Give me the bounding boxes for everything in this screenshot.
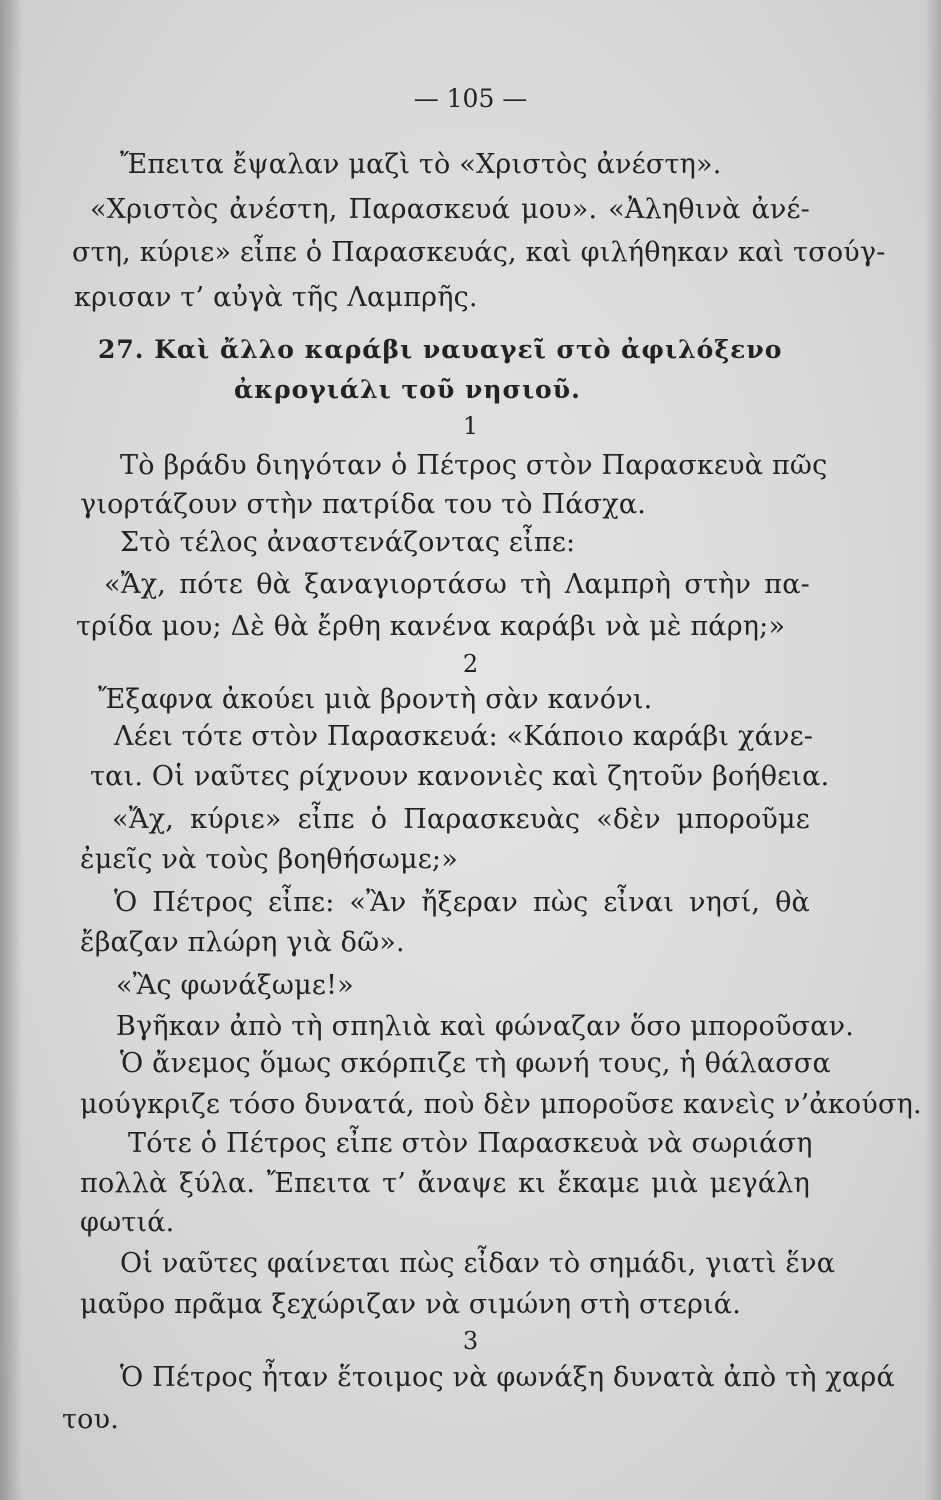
text-line: μούγκριζε τόσο δυνατά, ποὺ δὲν μποροῦσε κανεὶς ν’ἀκούση. [80, 1089, 922, 1120]
text-line: «Χριστὸς ἀνέστη, Παρασκευά μου». «Ἀληθινὰ ἀνέ- [90, 194, 810, 225]
page-edge-shadow-left [0, 0, 22, 1500]
text-line: Ἔξαφνα ἀκούει μιὰ βροντὴ σὰν κανόνι. [98, 684, 653, 715]
text-line: «Ἄχ, κύριε» εἶπε ὁ Παρασκευὰς «δὲν μποροῦμε [112, 804, 810, 835]
text-line: ἔβαζαν πλώρη γιὰ δῶ». [80, 927, 405, 958]
text-line: Στὸ τέλος ἀναστενάζοντας εἶπε: [120, 527, 576, 558]
text-line: του. [62, 1404, 119, 1435]
page-number: — 105 — [413, 84, 528, 113]
text-line: Ὁ Πέτρος εἶπε: «Ἂν ἤξεραν πὼς εἶναι νησί, θὰ [114, 887, 810, 918]
text-line: μαῦρο πρᾶμα ξεχώριζαν νὰ σιμώνη στὴ στεριά. [80, 1289, 742, 1320]
section-heading: 27. Καὶ ἄλλο καράβι ναυαγεῖ στὸ ἀφιλόξενο [98, 335, 783, 364]
section-number: 2 [462, 650, 479, 678]
section-number: 3 [462, 1327, 479, 1355]
text-line: Λέει τότε στὸν Παρασκευά: «Κάποιο καράβι χάνε- [114, 721, 814, 752]
text-line: Ὁ ἄνεμος ὅμως σκόρπιζε τὴ φωνή τους, ἡ θάλασσα [120, 1048, 831, 1079]
section-heading: ἀκρογιάλι τοῦ νησιοῦ. [234, 375, 581, 404]
text-line: Τὸ βράδυ διηγόταν ὁ Πέτρος στὸν Παρασκευὰ πῶς [120, 450, 828, 481]
text-line: τρίδα μου; Δὲ θὰ ἔρθη κανένα καράβι νὰ μὲ πάρη;» [76, 611, 786, 642]
text-line: Τότε ὁ Πέτρος εἶπε στὸν Παρασκευὰ νὰ σωριάση [128, 1128, 813, 1159]
text-line: Ἔπειτα ἔψαλαν μαζὶ τὸ «Χριστὸς ἀνέστη». [120, 149, 722, 180]
text-line: φωτιά. [80, 1207, 175, 1238]
text-line: πολλὰ ξύλα. Ἔπειτα τ’ ἄναψε κι ἔκαμε μιὰ μεγάλη [80, 1168, 810, 1199]
text-line: κρισαν τ’ αὐγὰ τῆς Λαμπρῆς. [74, 282, 478, 313]
text-line: ται. Οἱ ναῦτες ρίχνουν κανονιὲς καὶ ζητοῦν βοήθεια. [90, 761, 830, 792]
text-line: Οἱ ναῦτες φαίνεται πὼς εἶδαν τὸ σημάδι, γιατὶ ἕνα [120, 1248, 836, 1279]
text-line: «Ἄχ, πότε θὰ ξαναγιορτάσω τὴ Λαμπρὴ στὴν πα- [104, 569, 810, 600]
page-edge-shadow-right [925, 0, 941, 1500]
section-number: 1 [462, 412, 479, 440]
text-line: «Ἂς φωνάξωμε!» [116, 970, 354, 1001]
text-line: Βγῆκαν ἀπὸ τὴ σπηλιὰ καὶ φώναζαν ὅσο μποροῦσαν. [116, 1011, 855, 1042]
text-line: ἐμεῖς νὰ τοὺς βοηθήσωμε;» [80, 844, 458, 875]
text-line: γιορτάζουν στὴν πατρίδα του τὸ Πάσχα. [80, 489, 647, 520]
text-line: στη, κύριε» εἶπε ὁ Παρασκευάς, καὶ φιλήθηκαν καὶ τσούγ- [72, 237, 886, 268]
text-line: Ὁ Πέτρος ἦταν ἕτοιμος νὰ φωνάξη δυνατὰ ἀπὸ τὴ χαρά [120, 1362, 895, 1393]
